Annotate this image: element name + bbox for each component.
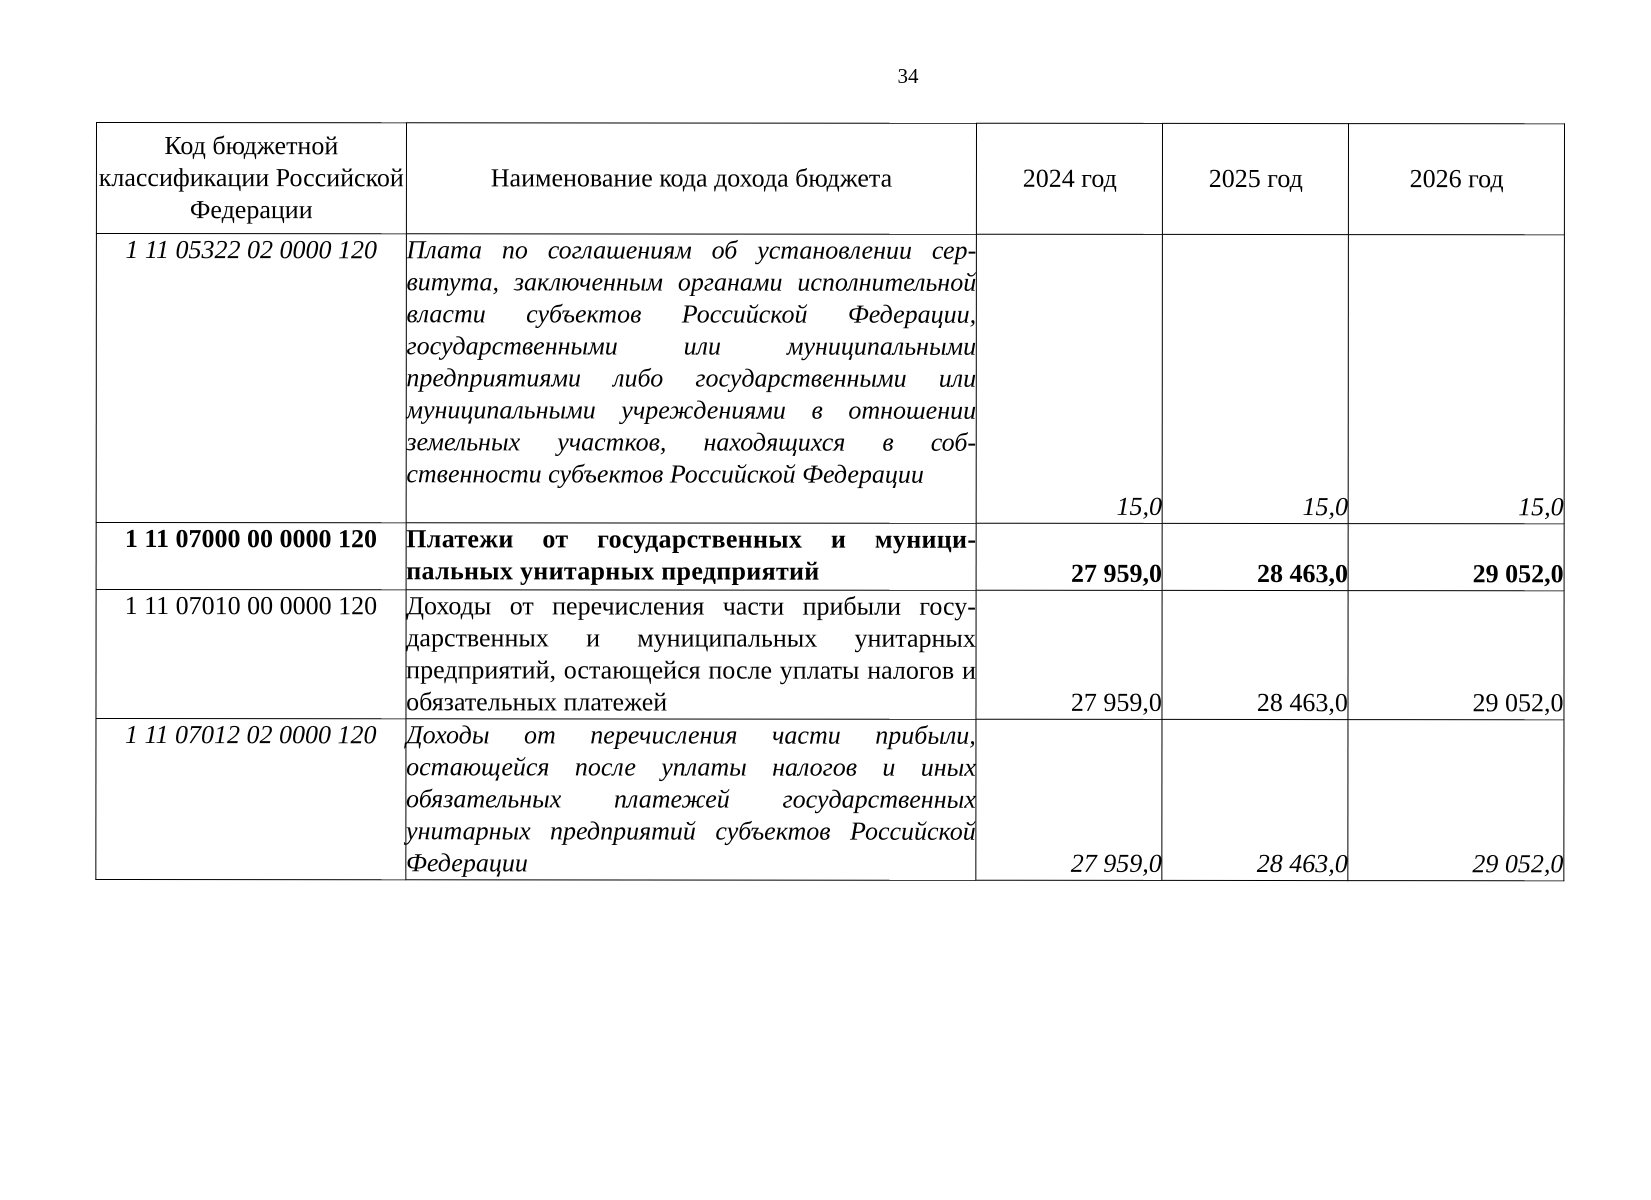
amount-2024-cell: 27 959,0 <box>976 523 1162 590</box>
table-row <box>96 590 1564 720</box>
amount-2025-cell: 28 463,0 <box>1162 523 1348 590</box>
amount-2025-cell: 28 463,0 <box>1162 590 1348 719</box>
budget-code-cell: 1 11 05322 02 0000 120 <box>96 234 406 523</box>
budget-code-cell: 1 11 07012 02 0000 120 <box>96 719 406 880</box>
income-name-cell: Платежи от государственных и муниципальных унитарных предприятий <box>406 523 977 590</box>
amount-2026-cell: 29 052,0 <box>1348 524 1564 591</box>
table-row <box>96 523 1564 591</box>
amount-2025-cell: 28 463,0 <box>1162 719 1348 880</box>
budget-code-cell: 1 11 07000 00 0000 120 <box>96 523 406 590</box>
amount-2024-cell: 27 959,0 <box>976 719 1162 880</box>
header-year-2025: 2025 год <box>1163 123 1349 234</box>
amount-2026-cell: 29 052,0 <box>1348 720 1564 881</box>
income-name-cell: Доходы от перечисления части прибыли, остающейся после уплаты налогов и иных обязательных платежей государственных унитарных предприятий субъектов Российской Федерации <box>405 719 976 880</box>
income-name-cell: Доходы от перечисления части прибыли государственных и муниципальных унитарных предприятий, остающейся после уплаты налогов и обязательных платежей <box>406 590 977 719</box>
budget-code-cell: 1 11 07010 00 0000 120 <box>96 590 406 719</box>
amount-2024-cell: 27 959,0 <box>976 590 1162 719</box>
header-year-2024: 2024 год <box>977 123 1163 234</box>
table-row <box>96 234 1564 524</box>
page-number: 34 <box>897 64 919 88</box>
amount-2026-cell: 15,0 <box>1349 235 1565 524</box>
header-budget-code: Код бюджетной классификации Российской Федерации <box>96 123 406 234</box>
budget-revenue-table <box>95 122 1565 881</box>
amount-2025-cell: 15,0 <box>1163 234 1349 523</box>
header-income-name: Наименование кода дохода бюджета <box>406 123 977 234</box>
amount-2026-cell: 29 052,0 <box>1348 591 1564 720</box>
income-name-cell: Плата по соглашениям об установлении сервитута, заключенным органами исполнительной власти субъектов Российской Федерации, государственными или муниципальными предприятиями либо государственными или муниципальными учреждениями в отношении земельных участков, находящихся в собственности субъектов Российской Федерации <box>406 234 977 523</box>
header-year-2026: 2026 год <box>1349 124 1565 235</box>
table-row <box>96 719 1564 881</box>
table-header-row <box>96 123 1564 235</box>
amount-2024-cell: 15,0 <box>977 234 1163 523</box>
